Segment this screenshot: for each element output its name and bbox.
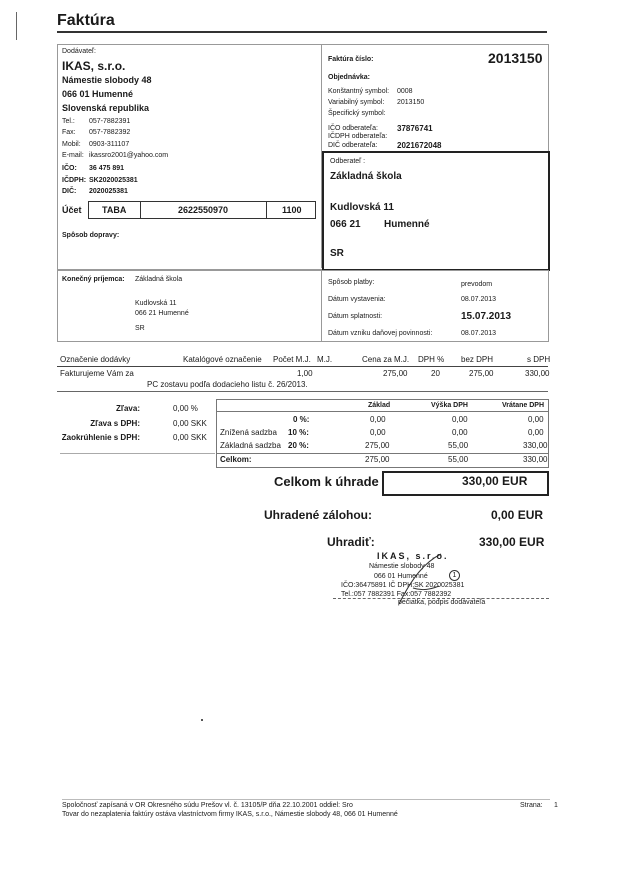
items-bottom-rule — [57, 391, 548, 392]
account-code: 1100 — [282, 205, 302, 215]
vat-row-base: 0,00 — [370, 415, 386, 424]
title-underline — [57, 31, 547, 33]
recipient-country: SR — [135, 325, 145, 332]
invoice-number-label: Faktúra číslo: — [328, 56, 374, 63]
recipient-name: Základná škola — [135, 276, 183, 283]
order-label: Objednávka: — [328, 74, 371, 81]
ico-value: 36 475 891 — [89, 165, 125, 172]
email-value: ikassro2001@yahoo.com — [89, 152, 169, 159]
supplier-city: 066 01 Humenné — [62, 89, 134, 99]
total-due-label: Celkom k úhrade — [274, 474, 379, 489]
vat-row-base: 275,00 — [365, 441, 390, 450]
tax-date-label: Dátum vzniku daňovej povinnosti: — [328, 330, 433, 337]
dic-label: DIČ: — [62, 188, 77, 195]
tel-value: 057-7882391 — [89, 118, 131, 125]
col-header-catalog: Katalógové označenie — [183, 355, 262, 364]
footer-line-1: Spoločnosť zapísaná v OR Okresného súdu Prešov vl. č. 13105/P dňa 22.10.2001 oddiel: Sro — [62, 802, 353, 809]
email-label: E-mail: — [62, 152, 84, 159]
vat-header-base: Základ — [368, 402, 391, 409]
col-header-net: bez DPH — [461, 355, 494, 364]
var-symbol-label: Variabilný symbol: — [328, 99, 385, 106]
stamp-street: Námestie slobody 48 — [369, 563, 435, 570]
discount-rule — [60, 453, 215, 454]
vat-row-total: 0,00 — [528, 415, 544, 424]
items-header-rule — [57, 366, 548, 367]
vat-row-vat: 0,00 — [452, 415, 468, 424]
customer-name: Základná škola — [330, 171, 402, 182]
customer-street: Kudlovská 11 — [330, 202, 394, 213]
discount-label: Zľava: — [116, 404, 140, 413]
total-due-value: 330,00 EUR — [462, 474, 528, 488]
vat-header-vat: Výška DPH — [431, 402, 468, 409]
account-divider-1 — [140, 201, 141, 219]
icdph-value: SK2020025381 — [89, 177, 138, 184]
customer-city: Humenné — [384, 219, 430, 230]
advance-label: Uhradené zálohou: — [264, 508, 373, 522]
pay-label: Uhradiť: — [327, 535, 375, 549]
issue-date-label: Dátum vystavenia: — [328, 296, 386, 303]
stamp-caption: pečiatka, podpis dodávateľa — [398, 599, 486, 606]
fax-value: 057-7882392 — [89, 129, 131, 136]
var-symbol: 2013150 — [397, 99, 425, 106]
customer-heading: Odberateľ : — [330, 158, 366, 165]
stamp-ids: IČO:36475891 IČ DPH:SK 2020025381 — [341, 582, 465, 589]
scan-speck — [201, 719, 203, 721]
account-divider-2 — [266, 201, 267, 219]
item-vat: 20 — [431, 369, 440, 378]
col-header-desc: Označenie dodávky — [60, 355, 131, 364]
supplier-street: Námestie slobody 48 — [62, 75, 152, 85]
vat-row-vat: 0,00 — [452, 428, 468, 437]
item-desc: Fakturujeme Vám za — [60, 369, 134, 378]
fax-label: Fax: — [62, 129, 76, 136]
customer-dic-label: DIČ odberateľa: — [328, 142, 378, 149]
stamp-number: 1 — [449, 570, 460, 581]
account-label: Účet — [62, 205, 82, 215]
item-note: PC zostavu podľa dodacieho listu č. 26/2013. — [147, 380, 308, 389]
customer-icdph-label: IČDPH odberateľa: — [328, 133, 388, 140]
page-number: 1 — [554, 802, 558, 809]
discount-vat-value: 0,00 SKK — [173, 419, 207, 428]
recipient-divider — [321, 270, 322, 341]
invoice-number: 2013150 — [488, 50, 543, 66]
customer-country: SR — [330, 248, 344, 259]
supplier-name: IKAS, s.r.o. — [62, 59, 126, 73]
issue-date: 08.07.2013 — [461, 296, 497, 303]
stamp-city: 066 01 Humenné — [374, 573, 428, 580]
customer-ico: 37876741 — [397, 124, 433, 133]
item-qty: 1,00 — [297, 369, 313, 378]
vat-row-base: 0,00 — [370, 428, 386, 437]
vat-total-total: 330,00 — [523, 455, 548, 464]
discount-vat-label: Zľava s DPH: — [90, 419, 140, 428]
recipient-street: Kudlovská 11 — [135, 300, 177, 307]
icdph-label: IČDPH: — [62, 177, 87, 184]
transport-label: Spôsob dopravy: — [62, 232, 120, 239]
vat-row-total: 0,00 — [528, 428, 544, 437]
vat-row-rate: 20 %: — [288, 441, 309, 450]
const-symbol-label: Konštantný symbol: — [328, 88, 390, 95]
col-header-price: Cena za M.J. — [362, 355, 410, 364]
const-symbol: 0008 — [397, 88, 413, 95]
item-net: 275,00 — [469, 369, 494, 378]
stamp-contact: Tel.:057 7882391 Fax:057 7882392 — [341, 591, 452, 598]
supplier-heading: Dodávateľ: — [62, 48, 96, 55]
mobil-label: Mobil: — [62, 141, 81, 148]
signature-stroke — [399, 554, 441, 604]
account-number: 2622550970 — [178, 205, 229, 215]
ico-label: IČO: — [62, 165, 77, 172]
recipient-label: Konečný príjemca: — [62, 276, 125, 283]
tel-label: Tel.: — [62, 118, 75, 125]
tax-date: 08.07.2013 — [461, 330, 497, 337]
scan-edge — [16, 12, 17, 40]
customer-ico-label: IČO odberateľa: — [328, 125, 378, 132]
page-label: Strana: — [520, 802, 543, 809]
vat-total-base: 275,00 — [365, 455, 390, 464]
spec-symbol-label: Špecifický symbol: — [328, 110, 386, 117]
mobil-value: 0903-311107 — [89, 141, 130, 148]
discount-value: 0,00 % — [173, 404, 198, 413]
rounding-value: 0,00 SKK — [173, 433, 207, 442]
advance-value: 0,00 EUR — [491, 508, 544, 522]
stamp-name: IKAS, s.r.o. — [377, 551, 449, 561]
rounding-label: Zaokrúhlenie s DPH: — [61, 433, 140, 442]
col-header-unit: M.J. — [317, 355, 333, 364]
due-date-label: Dátum splatnosti: — [328, 313, 383, 320]
col-header-gross: s DPH — [527, 355, 551, 364]
vat-row-total: 330,00 — [523, 441, 548, 450]
vat-row-vat: 55,00 — [448, 441, 469, 450]
page-title: Faktúra — [57, 12, 115, 29]
due-date: 15.07.2013 — [461, 311, 512, 322]
col-header-vat: DPH % — [418, 355, 445, 364]
vat-total-label: Celkom: — [220, 455, 252, 464]
payment-method: prevodom — [461, 281, 493, 288]
recipient-city: 066 21 Humenné — [135, 310, 189, 317]
customer-zip: 066 21 — [330, 219, 361, 230]
item-gross: 330,00 — [525, 369, 550, 378]
pay-value: 330,00 EUR — [479, 535, 545, 549]
vat-row-rate: 0 %: — [293, 415, 310, 424]
payment-method-label: Spôsob platby: — [328, 279, 375, 286]
vat-row-label: Základná sadzba — [220, 441, 281, 450]
dic-value: 2020025381 — [89, 188, 128, 195]
vat-header-rule — [216, 411, 548, 412]
vat-row-label: Znížená sadzba — [220, 428, 277, 437]
supplier-country: Slovenská republika — [62, 103, 150, 113]
footer-line-2: Tovar do nezaplatenia faktúry ostáva vlastníctvom firmy IKAS, s.r.o., Námestie slobody 48, 066 01 Humenné — [62, 811, 398, 818]
vat-row-rate: 10 %: — [288, 428, 309, 437]
col-header-qty: Počet M.J. — [273, 355, 311, 364]
vat-total-rule — [216, 453, 548, 454]
footer-rule — [62, 799, 550, 800]
vat-total-vat: 55,00 — [448, 455, 469, 464]
vat-header-total: Vrátane DPH — [502, 402, 545, 409]
account-bank: TABA — [102, 205, 127, 215]
item-unit-price: 275,00 — [383, 369, 408, 378]
customer-dic: 2021672048 — [397, 141, 442, 150]
